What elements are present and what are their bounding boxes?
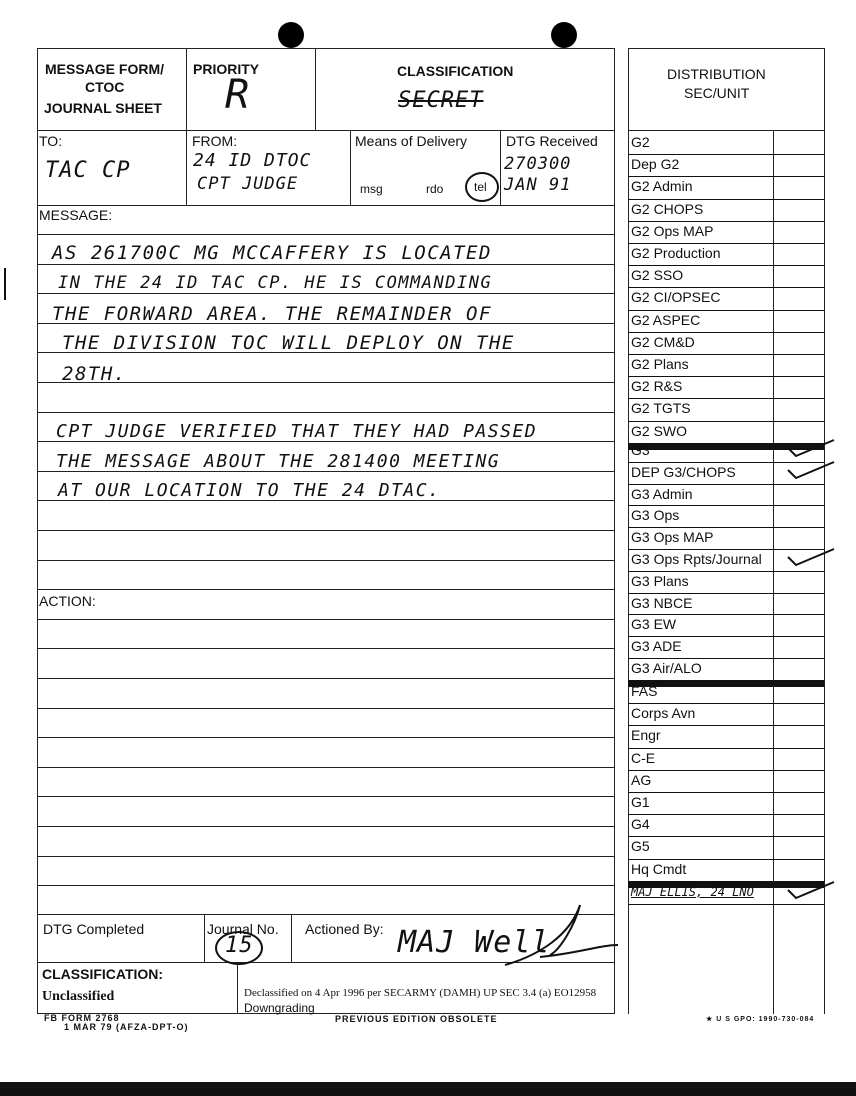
distribution-item: FAS xyxy=(631,683,658,699)
distribution-item: G2 Plans xyxy=(631,356,689,372)
message-line-4: THE DIVISION TOC WILL DEPLOY ON THE xyxy=(62,332,515,354)
rule-line xyxy=(37,560,615,561)
distribution-item: G3 Ops MAP xyxy=(631,529,714,546)
distribution-item: Engr xyxy=(631,727,661,744)
from-value-line1: 24 ID DTOC xyxy=(193,150,312,171)
rule-line xyxy=(37,767,615,768)
distribution-item: G2 xyxy=(631,134,650,150)
dtg-received-value-line2: JAN 91 xyxy=(504,175,572,195)
distribution-row-line xyxy=(628,484,824,485)
distribution-item: AG xyxy=(631,771,652,788)
distribution-item: G2 CM&D xyxy=(631,333,695,350)
check-mark-icon xyxy=(786,460,836,482)
distribution-row-line xyxy=(628,243,824,244)
rule-line xyxy=(37,619,615,620)
distribution-row-line xyxy=(628,527,824,528)
rule-line xyxy=(37,678,615,679)
distribution-row-line xyxy=(628,176,824,177)
distribution-item: MAJ ELLIS, 24 LNO xyxy=(631,885,754,899)
rule-line xyxy=(37,737,615,738)
distribution-item: G2 SWO xyxy=(631,422,688,439)
priority-value: R xyxy=(225,72,251,118)
means-tel: tel xyxy=(474,180,487,194)
rule-line xyxy=(37,530,615,531)
distribution-item: G3 NBCE xyxy=(631,594,693,611)
distribution-item: G3 Ops Rpts/Journal xyxy=(631,551,762,567)
margin-mark xyxy=(4,268,6,300)
rule-line xyxy=(37,412,615,413)
rule-line xyxy=(37,826,615,827)
form-number-line1: FB FORM 2768 xyxy=(44,1013,120,1023)
distribution-row-line xyxy=(628,859,824,860)
distribution-title-line2: SEC/UNIT xyxy=(684,85,750,101)
distribution-item: G5 xyxy=(631,838,650,855)
distribution-item: G2 TGTS xyxy=(631,400,691,417)
rule-line xyxy=(37,708,615,709)
footer-classification-label: CLASSIFICATION: xyxy=(42,966,164,982)
punch-hole-right xyxy=(551,22,577,48)
distribution-row-line xyxy=(628,571,824,572)
distribution-row-line xyxy=(628,354,824,355)
dtg-received-value-line1: 270300 xyxy=(504,154,572,174)
distribution-row-line xyxy=(628,199,824,200)
punch-hole-left xyxy=(278,22,304,48)
means-msg: msg xyxy=(360,182,383,196)
distribution-row-line xyxy=(628,310,824,311)
rule-line xyxy=(37,856,615,857)
from-value-line2: CPT JUDGE xyxy=(197,174,299,194)
distribution-item: Dep G2 xyxy=(631,156,680,173)
message-line-8: THE MESSAGE ABOUT THE 281400 MEETING xyxy=(56,451,501,472)
distribution-item: G4 xyxy=(631,816,650,833)
distribution-row-line xyxy=(628,505,824,506)
distribution-item: G2 CI/OPSEC xyxy=(631,289,721,306)
from-label: FROM: xyxy=(192,133,238,149)
distribution-row-line xyxy=(628,792,824,793)
distribution-item: G3 Air/ALO xyxy=(631,660,702,676)
form-title-line2: CTOC xyxy=(85,79,125,95)
dtg-received-label: DTG Received xyxy=(506,133,598,149)
distribution-item: Hq Cmdt xyxy=(631,860,687,877)
downgrading-label: Downgrading xyxy=(244,1001,315,1015)
form-number-line2: 1 MAR 79 (AFZA-DPT-O) xyxy=(64,1022,189,1032)
distribution-item: G3 Plans xyxy=(631,572,689,589)
journal-no-value: 15 xyxy=(225,933,254,958)
scan-bar xyxy=(0,1082,856,1096)
distribution-item: G3 EW xyxy=(631,616,677,633)
check-mark-icon xyxy=(786,547,836,569)
action-label: ACTION: xyxy=(39,593,96,609)
rule-line xyxy=(37,293,615,294)
distribution-item: G2 CHOPS xyxy=(631,200,704,217)
distribution-item: G3 Admin xyxy=(631,485,693,502)
to-value: TAC CP xyxy=(45,158,131,183)
distribution-item: C-E xyxy=(631,749,656,766)
check-mark-icon xyxy=(786,880,836,902)
rule-line xyxy=(37,589,615,590)
declassification-note: Declassified on 4 Apr 1996 per SECARMY (DAMH) UP SEC 3.4 (a) EO12958 xyxy=(244,987,597,999)
distribution-row-line xyxy=(628,703,824,704)
message-line-2: IN THE 24 ID TAC CP. HE IS COMMANDING xyxy=(58,273,493,293)
actioned-by-signature: MAJ Well xyxy=(398,925,551,960)
previous-edition-note: PREVIOUS EDITION OBSOLETE xyxy=(335,1014,498,1024)
rule-line xyxy=(37,234,615,235)
distribution-row-line xyxy=(628,658,824,659)
distribution-row-line xyxy=(628,221,824,222)
distribution-row-line xyxy=(628,748,824,749)
distribution-row-line xyxy=(628,593,824,594)
rule-line xyxy=(37,648,615,649)
message-line-1: AS 261700C MG MCCAFFERY IS LOCATED xyxy=(52,242,492,264)
check-mark-icon xyxy=(786,438,836,460)
footer-classification-value: Unclassified xyxy=(42,989,115,1004)
distribution-row-line xyxy=(628,287,824,288)
message-line-3: THE FORWARD AREA. THE REMAINDER OF xyxy=(52,303,492,325)
distribution-row-line xyxy=(628,332,824,333)
distribution-item: G1 xyxy=(631,794,650,810)
distribution-item: Corps Avn xyxy=(631,705,696,722)
distribution-row-line xyxy=(628,770,824,771)
distribution-row-line xyxy=(628,725,824,726)
priority-label: PRIORITY xyxy=(193,61,260,77)
distribution-item: G2 Ops MAP xyxy=(631,222,714,239)
distribution-row-line xyxy=(628,904,824,905)
distribution-row-line xyxy=(628,154,824,155)
classification-label: CLASSIFICATION xyxy=(397,63,514,79)
to-label: TO: xyxy=(39,133,63,149)
journal-no-label: Journal No. xyxy=(207,921,279,937)
gpo-note: ★ U S GPO: 1990-730-084 xyxy=(706,1016,815,1023)
distribution-item: G3 Ops xyxy=(631,507,680,524)
distribution-item: G3 xyxy=(631,442,650,458)
distribution-row-line xyxy=(628,836,824,837)
distribution-item: G2 Production xyxy=(631,245,721,261)
form-title-line1: MESSAGE FORM/ xyxy=(45,61,165,77)
message-line-9: AT OUR LOCATION TO THE 24 DTAC. xyxy=(58,480,441,501)
distribution-item: G2 ASPEC xyxy=(631,311,701,328)
distribution-item: G2 SSO xyxy=(631,267,684,284)
distribution-row-line xyxy=(628,614,824,615)
distribution-row-line xyxy=(628,398,824,399)
message-line-7: CPT JUDGE VERIFIED THAT THEY HAD PASSED xyxy=(56,421,538,442)
form-title-line3: JOURNAL SHEET xyxy=(44,100,162,116)
means-rdo: rdo xyxy=(426,182,444,196)
distribution-row-line xyxy=(628,636,824,637)
distribution-row-line xyxy=(628,814,824,815)
distribution-row-line xyxy=(628,265,824,266)
distribution-title-line1: DISTRIBUTION xyxy=(667,66,766,82)
distribution-item: DEP G3/CHOPS xyxy=(631,463,736,480)
signature-flourish xyxy=(500,895,620,975)
rule-line xyxy=(37,796,615,797)
distribution-item: G3 ADE xyxy=(631,638,682,655)
distribution-item: G2 Admin xyxy=(631,178,693,195)
rule-line xyxy=(37,885,615,886)
dtg-completed-label: DTG Completed xyxy=(43,921,145,937)
distribution-item: G2 R&S xyxy=(631,378,683,395)
actioned-by-label: Actioned By: xyxy=(305,921,384,937)
distribution-row-line xyxy=(628,421,824,422)
message-line-5: 28TH. xyxy=(62,363,127,385)
classification-value: SECRET xyxy=(398,88,484,113)
message-label: MESSAGE: xyxy=(39,207,113,223)
means-of-delivery-label: Means of Delivery xyxy=(355,133,468,149)
distribution-row-line xyxy=(628,376,824,377)
